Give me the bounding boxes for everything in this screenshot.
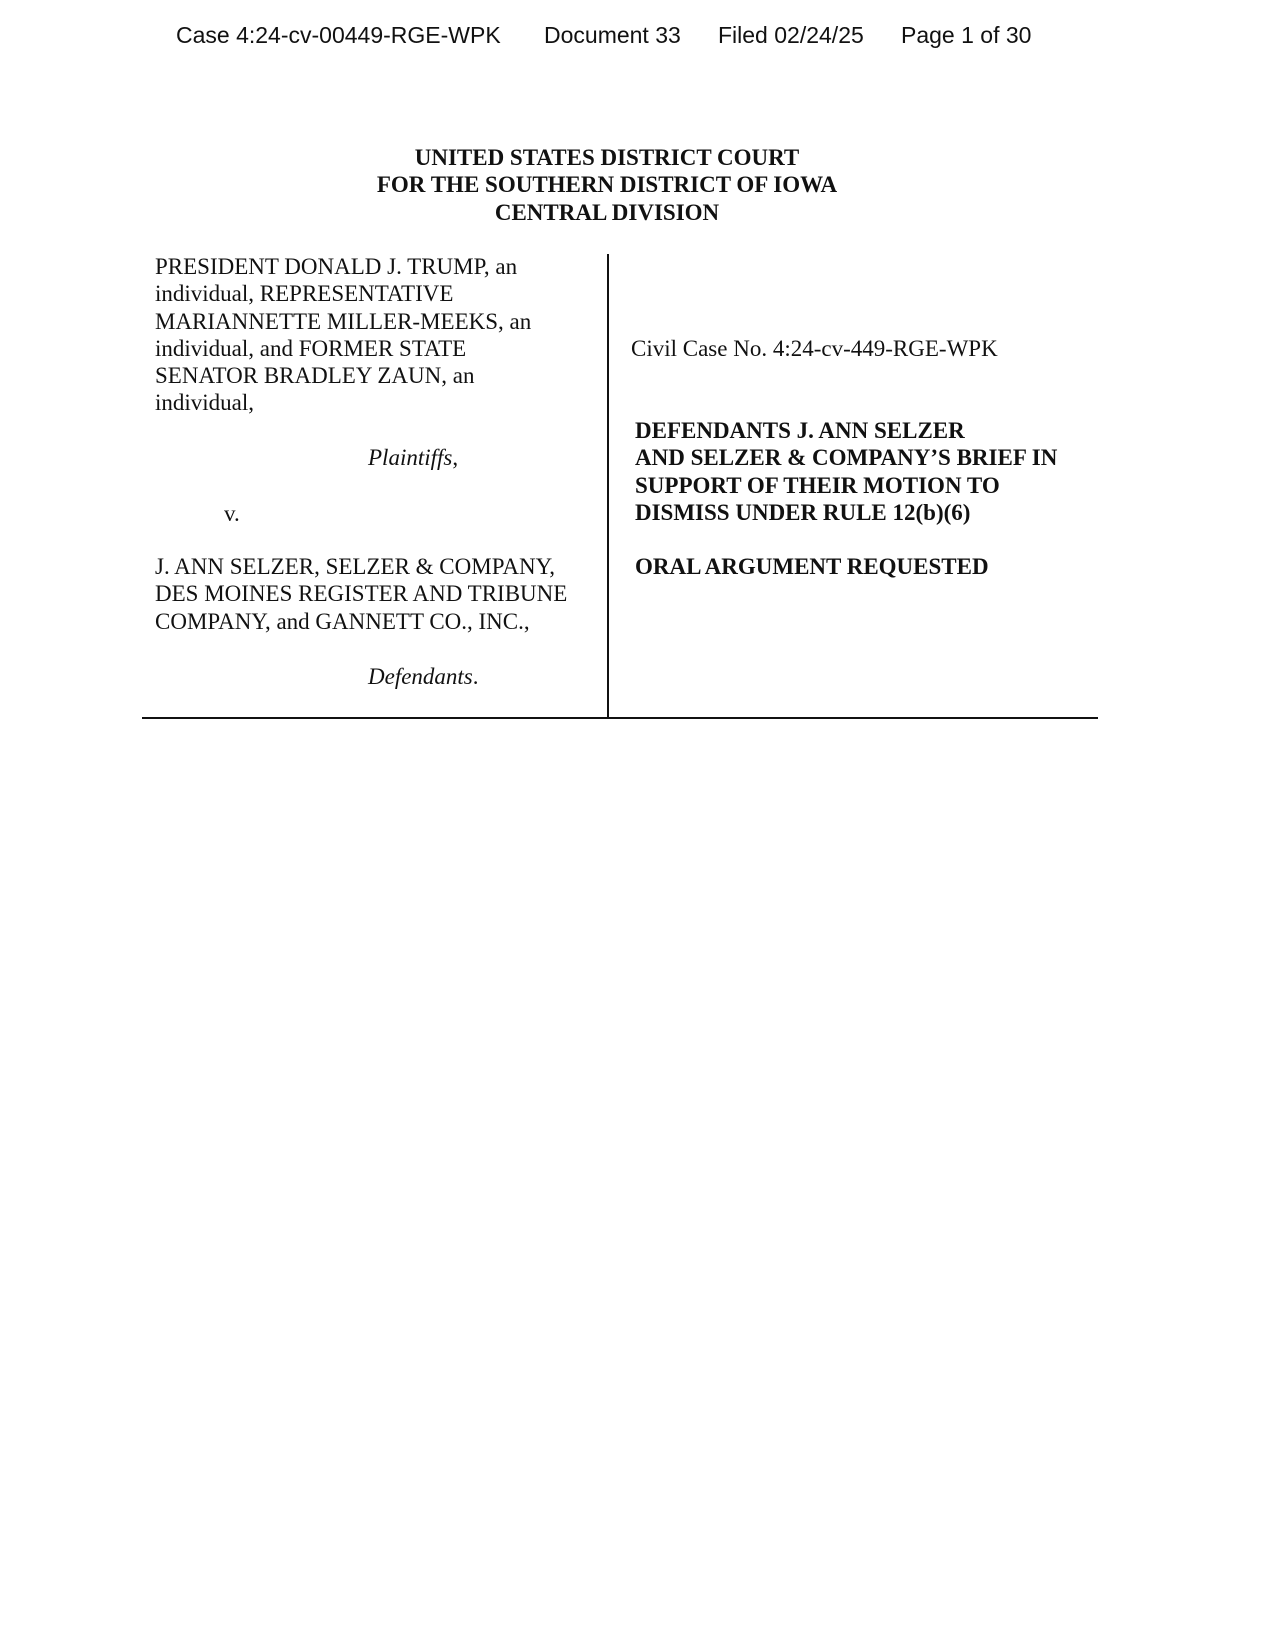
defendants-label: Defendants. xyxy=(368,664,479,689)
plaintiffs-line: individual, and FORMER STATE xyxy=(155,335,467,361)
defendants-line: COMPANY, and GANNETT CO., INC., xyxy=(155,608,530,634)
document-title-line: DISMISS UNDER RULE 12(b)(6) xyxy=(635,499,971,525)
civil-case-number: Civil Case No. 4:24-cv-449-RGE-WPK xyxy=(631,336,998,361)
oral-argument-requested: ORAL ARGUMENT REQUESTED xyxy=(635,554,989,579)
court-division: CENTRAL DIVISION xyxy=(494,199,720,225)
defendants-block xyxy=(155,553,567,635)
court-heading xyxy=(0,144,1214,226)
court-name: UNITED STATES DISTRICT COURT xyxy=(414,145,800,170)
document-title-line: DEFENDANTS J. ANN SELZER xyxy=(635,418,965,443)
header-page-number: Page 1 of 30 xyxy=(901,22,1032,48)
plaintiffs-label: Plaintiffs, xyxy=(368,445,459,470)
plaintiffs-line: PRESIDENT DONALD J. TRUMP, an xyxy=(155,254,518,279)
document-title-line: SUPPORT OF THEIR MOTION TO xyxy=(635,472,1000,498)
header-document-number: Document 33 xyxy=(544,22,681,48)
plaintiffs-block xyxy=(155,253,531,417)
versus: v. xyxy=(224,501,240,526)
document-title-line: AND SELZER & COMPANY’S BRIEF IN xyxy=(635,445,1058,471)
document-title xyxy=(635,417,1057,526)
plaintiffs-line: MARIANNETTE MILLER-MEEKS, an xyxy=(155,308,532,334)
plaintiffs-line: individual, xyxy=(155,390,255,416)
header-filed-date: Filed 02/24/25 xyxy=(718,22,864,48)
defendants-label-text: Defendants xyxy=(368,664,473,689)
defendants-line: DES MOINES REGISTER AND TRIBUNE xyxy=(155,581,568,607)
plaintiffs-line: SENATOR BRADLEY ZAUN, an xyxy=(155,363,475,389)
caption-divider-horizontal xyxy=(142,717,1098,719)
plaintiffs-label-text: Plaintiffs xyxy=(368,445,453,470)
plaintiffs-line: individual, REPRESENTATIVE xyxy=(155,281,454,307)
caption-divider-vertical xyxy=(607,254,609,718)
header-case-number: Case 4:24-cv-00449-RGE-WPK xyxy=(176,22,501,48)
defendants-line: J. ANN SELZER, SELZER & COMPANY, xyxy=(155,554,556,579)
court-district: FOR THE SOUTHERN DISTRICT OF IOWA xyxy=(376,172,838,198)
